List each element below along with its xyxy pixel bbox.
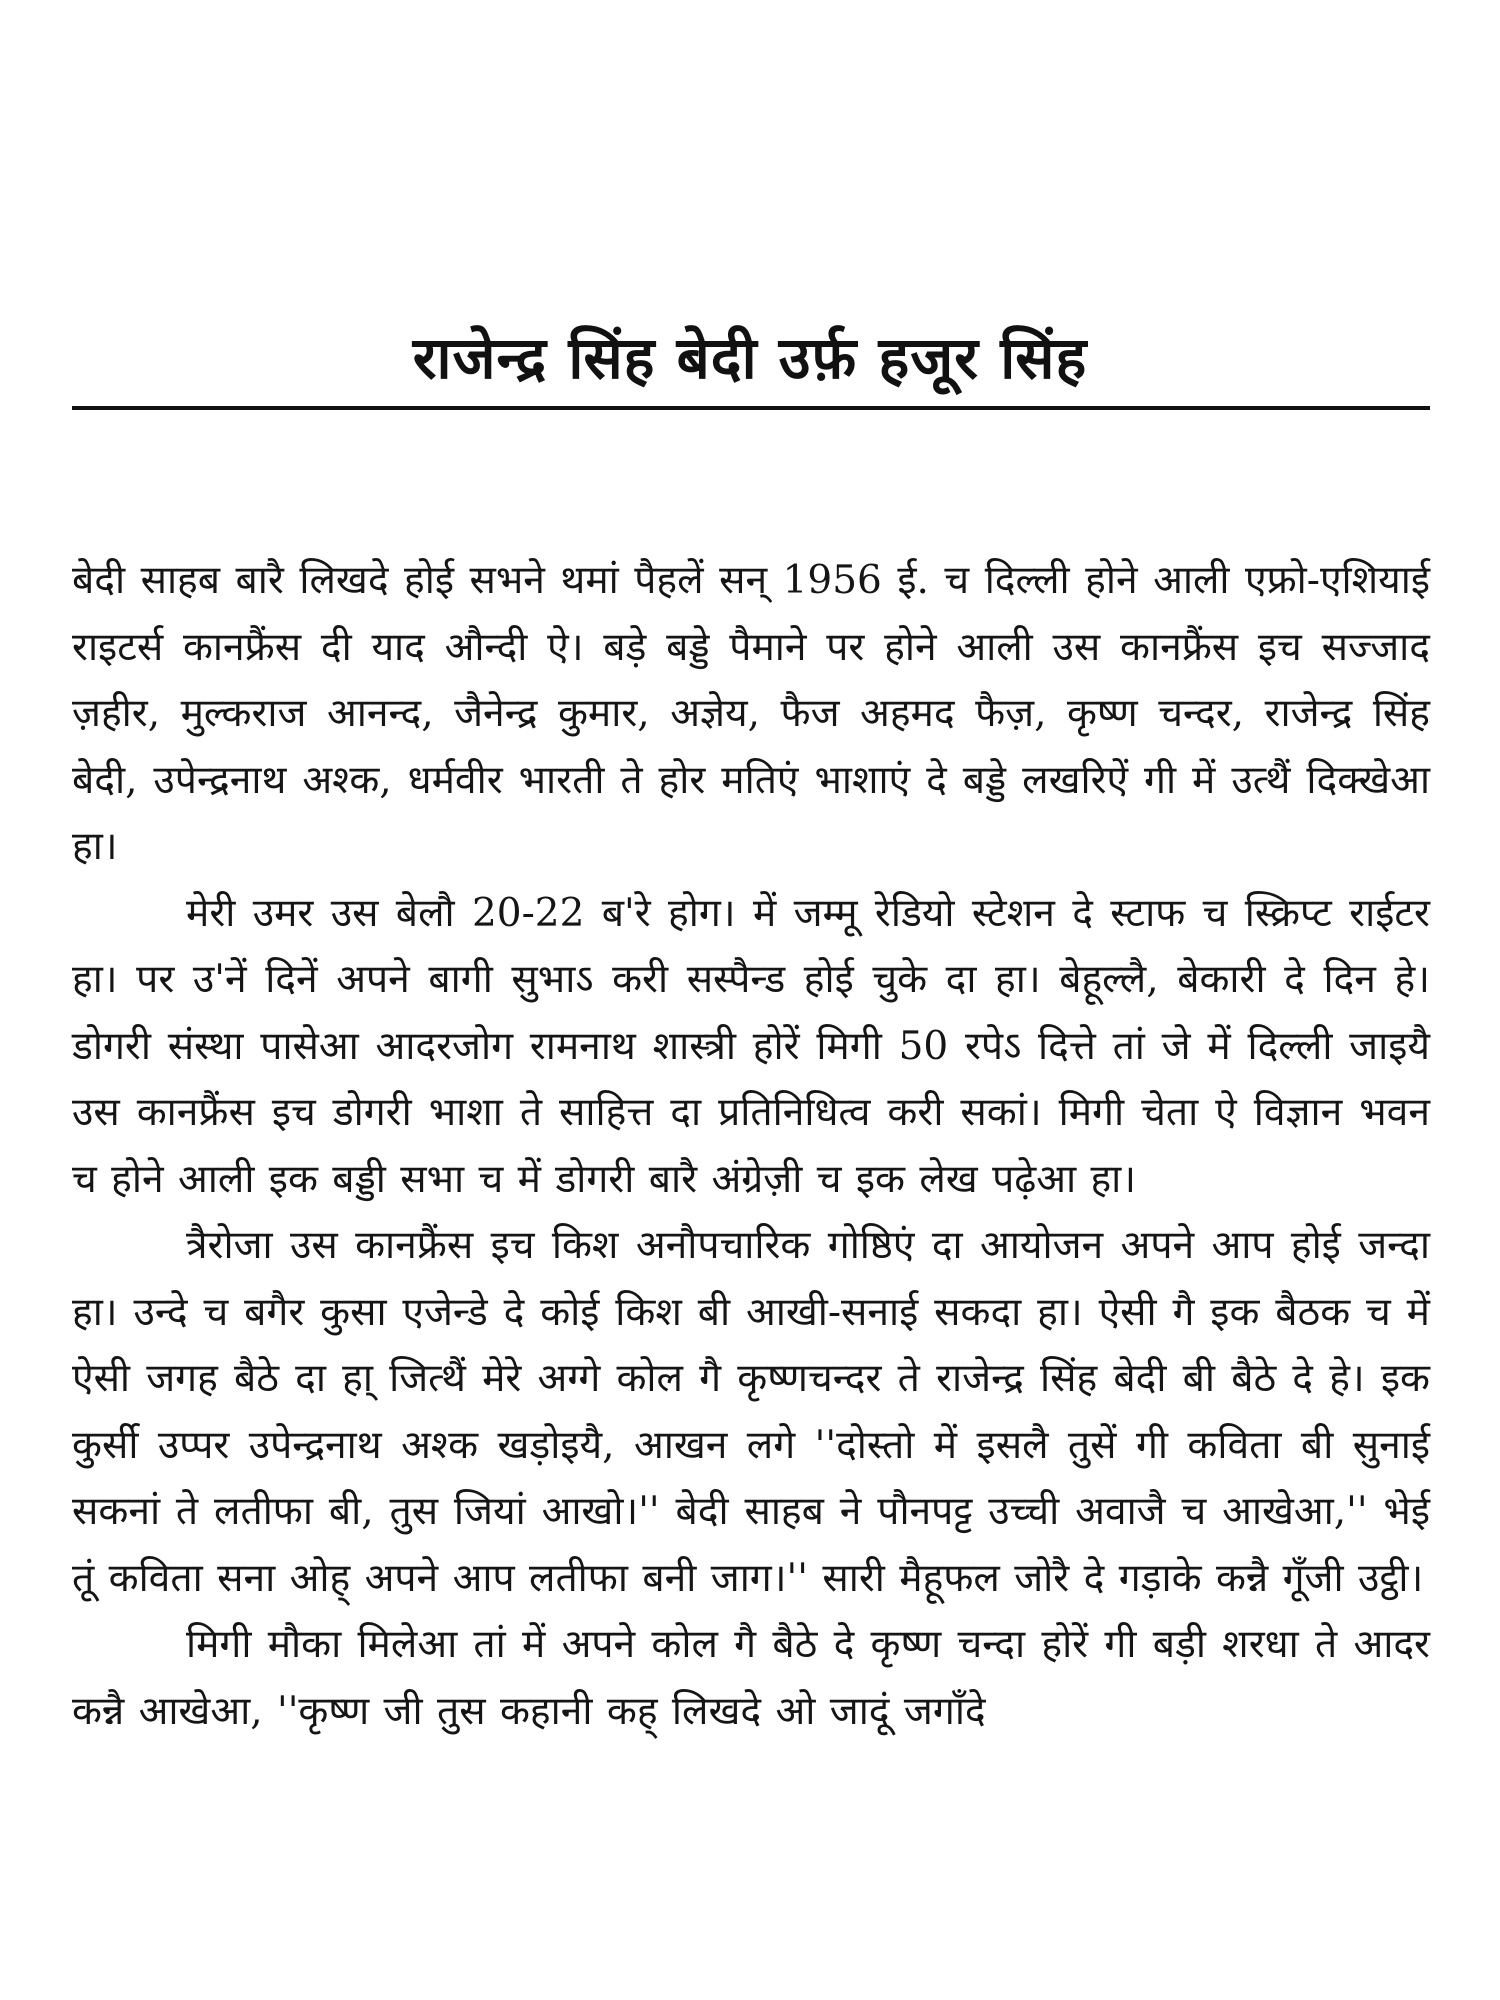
body-text [72,548,1430,1745]
paragraph: मेरी उमर उस बेलौ 20-22 ब'रे होग। में जम्मू रेडियो स्टेशन दे स्टाफ च स्क्रिप्ट राईटर हा। पर उ'नें दिनें अपने बागी सुभाऽ करी सस्पैन्ड होई चुके दा हा। बेहूल्लै, बेकारी दे दिन हे। डोगरी संस्था पासेआ आदरजोग रामनाथ शास्त्री होरें मिगी 50 रपेऽ दित्ते तां जे में दिल्ली जाइयै उस कानफ्रैंस इच डोगरी भाशा ते साहित्त दा प्रतिनिधित्व करी सकां। मिगी चेता ऐ विज्ञान भवन च होने आली इक बड्डी सभा च में डोगरी बारै अंग्रेज़ी च इक लेख पढ़ेआ हा। [72,890,1430,1202]
paragraph: मिगी मौका मिलेआ तां में अपने कोल गै बैठे दे कृष्ण चन्दा होरें गी बड़ी शरधा ते आदर कन्नै आखेआ, ''कृष्ण जी तुस कहानी कह् लिखदे ओ जादूं जगाँदे [72,1622,1430,1734]
paragraph: त्रैरोजा उस कानफ्रैंस इच किश अनौपचारिक गोष्ठिएं दा आयोजन अपने आप होई जन्दा हा। उन्दे च बगैर कुसा एजेन्डे दे कोई किश बी आखी-सनाई सकदा हा। ऐसी गै इक बैठक च में ऐसी जगह बैठे दा हा् जित्थैं मेरे अग्गे कोल गै कृष्णचन्दर ते राजेन्द्र सिंह बेदी बी बैठे दे हे। इक कुर्सी उप्पर उपेन्द्रनाथ अश्क खड़ोइयै, आखन लगे ''दोस्तो में इसलै तुसें गी कविता बी सुनाई सकनां ते लतीफा बी, तुस जियां आखो।'' बेदी साहब ने पौनपट्ट उच्ची अवाजै च आखेआ,'' भेई तूं कविता सना ओह् अपने आप लतीफा बनी जाग।'' सारी मैहूफल जोरै दे गड़ाके कन्नै गूँजी उट्ठी। [72,1223,1430,1601]
paragraph: बेदी साहब बारै लिखदे होई सभने थमां पैहलें सन् 1956 ई. च दिल्ली होने आली एफ्रो-एशियाई राइटर्स कानफ्रैंस दी याद औन्दी ऐ। बड़े बड्डे पैमाने पर होने आली उस कानफ्रैंस इच सज्जाद ज़हीर, मुल्कराज आनन्द, जैनेन्द्र कुमार, अज्ञेय, फैज अहमद फैज़, कृष्ण चन्दर, राजेन्द्र सिंह बेदी, उपेन्द्रनाथ अश्क, धर्मवीर भारती ते होर मतिएं भाशाएं दे बड्डे लखरिऐं गी में उत्थैं दिक्खेआ हा। [72,558,1430,869]
title-divider [72,406,1430,410]
chapter-title: राजेन्द्र सिंह बेदी उर्फ़ हजूर सिंह [412,324,1088,392]
